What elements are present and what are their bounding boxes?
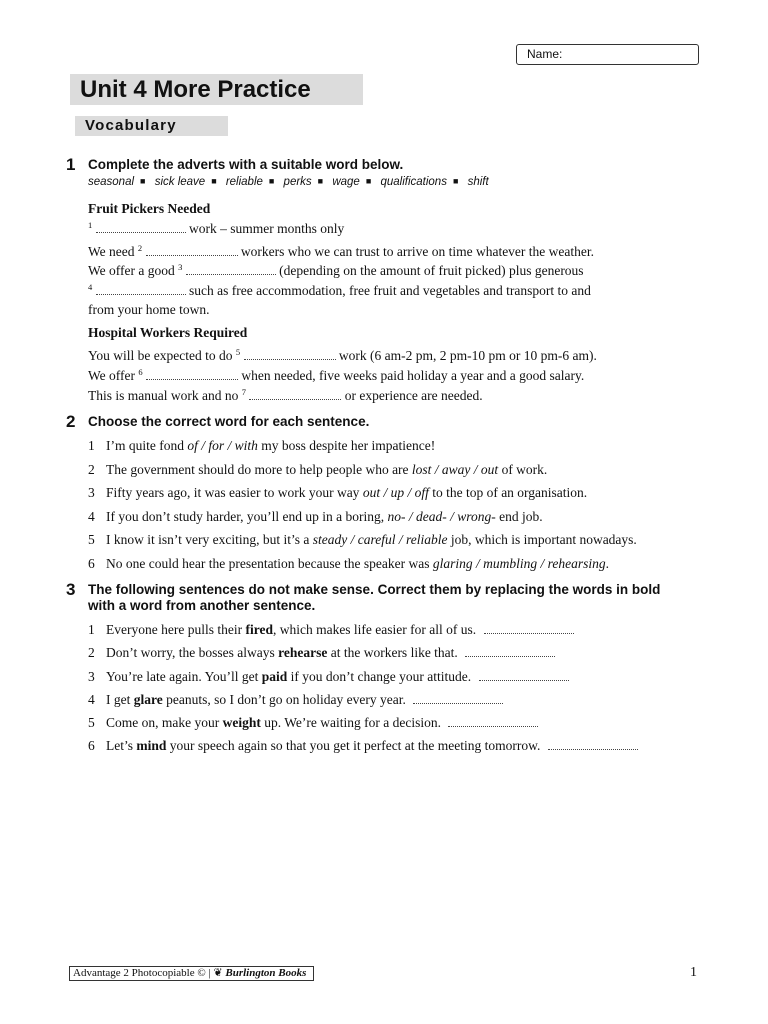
bold-word: weight	[222, 715, 261, 730]
name-field[interactable]	[516, 44, 699, 65]
item-text: end job.	[495, 509, 543, 524]
word-bank-item: qualifications	[380, 176, 447, 188]
answer-gap[interactable]	[146, 369, 238, 380]
item-number: 2	[88, 645, 95, 660]
word-bank	[88, 176, 489, 188]
advert-text: We need	[88, 244, 135, 259]
question-number: 3	[66, 580, 76, 599]
advert-line	[88, 283, 591, 299]
item-text: .	[605, 556, 610, 571]
list-item	[88, 485, 587, 501]
item-text: The government should do more to help people who are	[106, 462, 412, 477]
advert-text: This is manual work and no	[88, 388, 239, 403]
square-bullet-icon: ■	[452, 176, 459, 186]
word-choices[interactable]: glaring / mumbling / rehearsing	[432, 556, 606, 571]
word-choices[interactable]: no- / dead- / wrong-	[387, 509, 496, 524]
item-number: 5	[88, 715, 95, 730]
publisher-name: Burlington Books	[225, 967, 307, 979]
question-instruction: Choose the correct word for each sentence.	[88, 414, 370, 429]
advert-line: from your home town.	[88, 302, 210, 317]
item-text: job, which is important nowadays.	[447, 532, 637, 547]
advert-line	[88, 388, 483, 404]
item-number: 4	[88, 692, 95, 707]
advert-line	[88, 244, 594, 260]
list-item	[88, 438, 435, 454]
advert-text: We offer	[88, 368, 136, 383]
answer-gap[interactable]	[548, 739, 638, 750]
item-number: 3	[88, 485, 95, 500]
item-text: Don’t worry, the bosses always	[106, 645, 279, 660]
item-number: 1	[88, 438, 95, 453]
item-text: I’m quite fond	[106, 438, 188, 453]
item-text: , which makes life easier for all of us.	[272, 622, 477, 637]
list-item	[88, 645, 555, 661]
list-item	[88, 462, 547, 478]
square-bullet-icon: ■	[140, 176, 146, 186]
item-text: Everyone here pulls their	[106, 622, 246, 637]
item-text: You’re late again. You’ll get	[106, 669, 262, 684]
word-choices[interactable]: of / for / with	[187, 438, 258, 453]
footer-credit	[69, 966, 314, 981]
bold-word: rehearse	[278, 645, 328, 660]
word-bank-item: reliable	[225, 176, 263, 188]
name-label: Name:	[527, 47, 563, 61]
word-bank-item: shift	[467, 176, 489, 188]
item-text: If you don’t study harder, you’ll end up in a boring,	[106, 509, 388, 524]
item-number: 3	[88, 669, 95, 684]
advert-title: Hospital Workers Required	[88, 325, 248, 340]
item-number: 4	[88, 509, 95, 524]
advert-text: You will be expected to do	[88, 348, 233, 363]
advert-line	[88, 221, 344, 237]
question-number: 1	[66, 155, 76, 174]
gap-number: 3	[178, 262, 183, 272]
list-item	[88, 669, 569, 685]
bold-word: paid	[261, 669, 288, 684]
gap-number: 5	[235, 347, 241, 357]
word-bank-item: sick leave	[154, 176, 206, 188]
square-bullet-icon: ■	[268, 176, 275, 186]
question-number: 2	[66, 412, 76, 431]
advert-line	[88, 348, 597, 364]
answer-gap[interactable]	[96, 222, 186, 233]
advert-text: work (6 am-2 pm, 2 pm-10 pm or 10 pm-6 am).	[338, 348, 597, 363]
bold-word: fired	[245, 622, 273, 637]
advert-text: (depending on the amount of fruit picked) plus generous	[279, 263, 584, 278]
gap-number: 7	[241, 387, 246, 397]
item-number: 6	[88, 738, 95, 753]
advert-line	[88, 263, 584, 279]
list-item	[88, 738, 638, 754]
list-item	[88, 556, 609, 572]
advert-text: or experience are needed.	[344, 388, 483, 403]
list-item	[88, 509, 543, 525]
word-choices[interactable]: out / up / off	[362, 485, 429, 500]
item-text: if you don’t change your attitude.	[287, 669, 472, 684]
item-text: I get	[106, 692, 134, 707]
gap-number: 4	[88, 282, 93, 292]
bold-word: glare	[133, 692, 163, 707]
word-bank-item: perks	[283, 176, 312, 188]
gap-number: 6	[138, 367, 143, 377]
advert-text: when needed, five weeks paid holiday a year and a good salary.	[241, 368, 585, 383]
advert-text: work – summer months only	[189, 221, 345, 236]
word-choices[interactable]: lost / away / out	[411, 462, 499, 477]
item-text: my boss despite her impatience!	[257, 438, 436, 453]
answer-gap[interactable]	[413, 693, 503, 704]
question-instruction: with a word from another sentence.	[88, 598, 316, 613]
item-number: 1	[88, 622, 95, 637]
advert-text: We offer a good	[88, 263, 175, 278]
tab-notch	[70, 116, 75, 136]
answer-gap[interactable]	[249, 389, 341, 400]
word-bank-item: wage	[332, 176, 360, 188]
publisher-logo-icon: | ❦	[205, 967, 226, 979]
item-text: I know it isn’t very exciting, but it’s a	[106, 532, 313, 547]
advert-text: workers who we can trust to arrive on time whatever the weather.	[240, 244, 595, 259]
item-text: peanuts, so I don’t go on holiday every year.	[162, 692, 406, 707]
advert-line	[88, 368, 584, 384]
square-bullet-icon: ■	[317, 176, 324, 186]
advert-text: such as free accommodation, free fruit and vegetables and transport to and	[189, 283, 591, 298]
answer-gap[interactable]	[479, 670, 569, 681]
square-bullet-icon: ■	[365, 176, 372, 186]
gap-number: 2	[137, 243, 143, 253]
section-label: Vocabulary	[85, 117, 177, 134]
answer-gap[interactable]	[448, 716, 538, 727]
item-number: 6	[88, 556, 95, 571]
item-text: your speech again so that you get it perfect at the meeting tomorrow.	[166, 738, 541, 753]
answer-gap[interactable]	[96, 284, 186, 295]
answer-gap[interactable]	[465, 646, 555, 657]
item-text: of work.	[498, 462, 548, 477]
answer-gap[interactable]	[146, 245, 238, 256]
section-tab	[70, 116, 228, 136]
bold-word: mind	[136, 738, 167, 753]
item-number: 2	[88, 462, 95, 477]
square-bullet-icon: ■	[211, 176, 217, 186]
item-text: up. We’re waiting for a decision.	[260, 715, 441, 730]
item-text: No one could hear the presentation because the speaker was	[106, 556, 433, 571]
word-bank-item: seasonal	[88, 176, 135, 188]
list-item	[88, 692, 503, 708]
page-number: 1	[690, 965, 697, 980]
answer-gap[interactable]	[484, 623, 574, 634]
item-number: 5	[88, 532, 95, 547]
item-text: Come on, make your	[106, 715, 223, 730]
item-text: Fifty years ago, it was easier to work your way	[106, 485, 363, 500]
answer-gap[interactable]	[244, 349, 336, 360]
answer-gap[interactable]	[186, 264, 276, 275]
gap-number: 1	[88, 220, 93, 230]
item-text: to the top of an organisation.	[428, 485, 588, 500]
question-instruction: Complete the adverts with a suitable word below.	[88, 157, 404, 172]
list-item	[88, 715, 538, 731]
item-text: Let’s	[106, 738, 137, 753]
item-text: at the workers like that.	[327, 645, 458, 660]
unit-title: Unit 4 More Practice	[70, 74, 363, 105]
word-choices[interactable]: steady / careful / reliable	[312, 532, 448, 547]
list-item	[88, 532, 637, 548]
list-item	[88, 622, 574, 638]
footer-text: Advantage 2 Photocopiable ©	[73, 967, 206, 979]
advert-title: Fruit Pickers Needed	[88, 201, 211, 216]
question-instruction: The following sentences do not make sense. Correct them by replacing the words in bold	[88, 582, 661, 597]
